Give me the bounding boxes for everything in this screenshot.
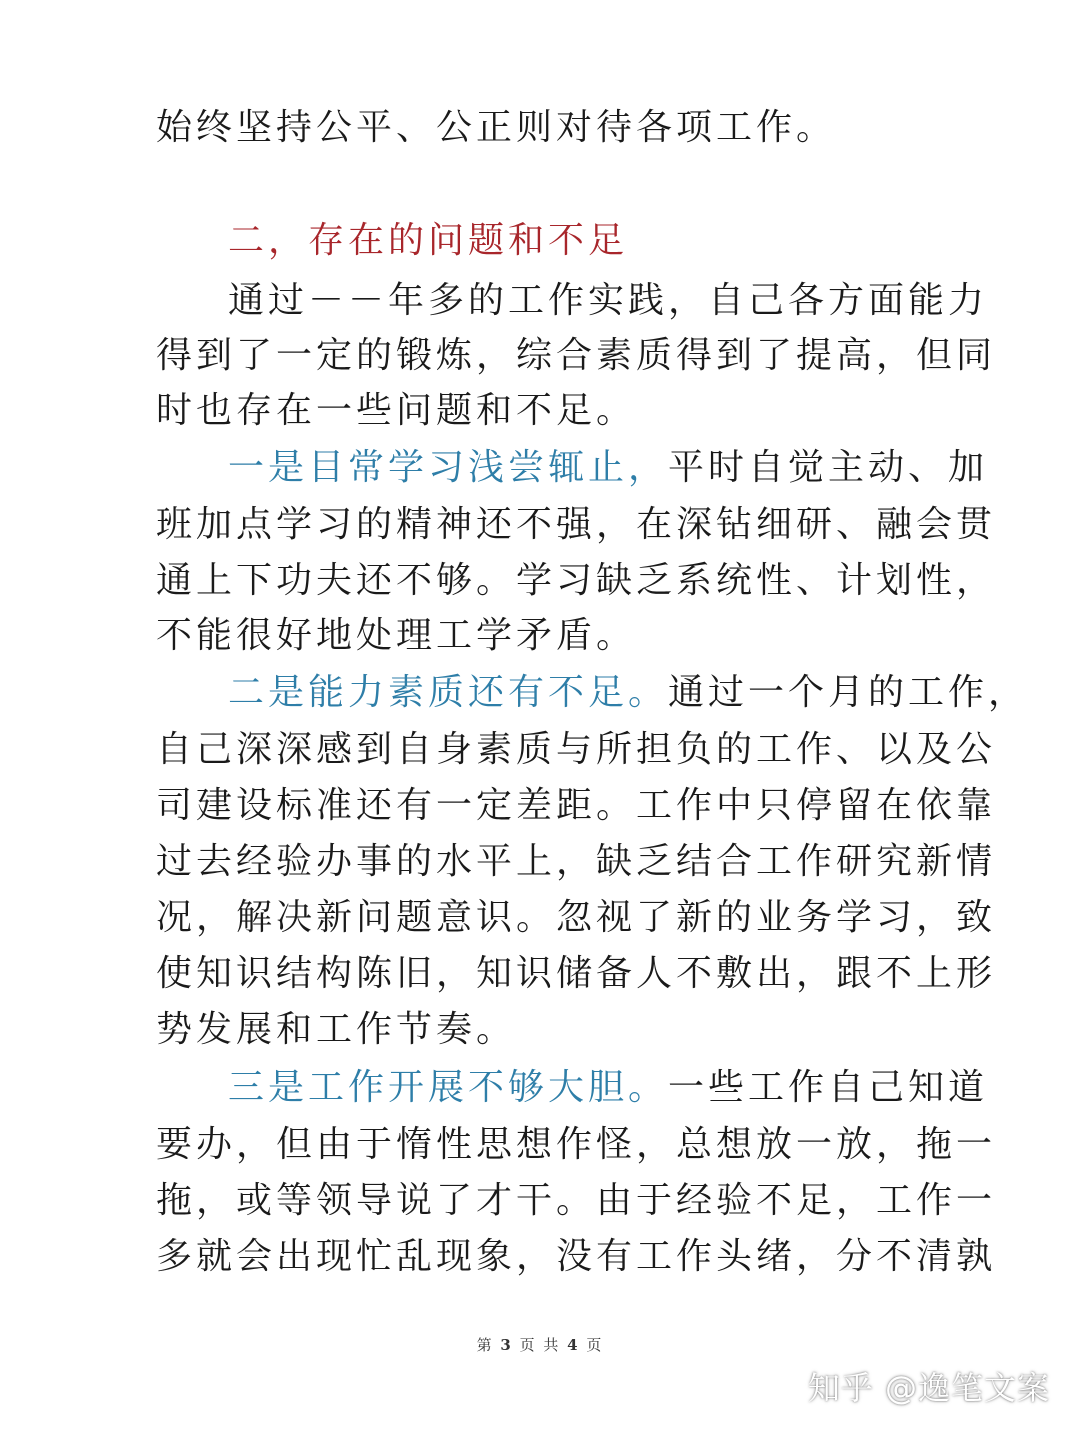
text-line: 司建设标准还有一定差距。工作中只停留在依靠 <box>156 785 997 826</box>
text-line: 势发展和工作节奏。 <box>156 1009 517 1050</box>
paragraph-first-line <box>228 1060 989 1116</box>
total-page-number: 4 <box>567 1336 580 1354</box>
page-footer <box>0 1335 1080 1355</box>
text-line: 通过－－年多的工作实践，自己各方面能力 <box>228 280 989 321</box>
text-line: 通上下功夫还不够。学习缺乏系统性、计划性， <box>156 560 997 601</box>
text-line: 得到了一定的锻炼，综合素质得到了提高，但同 <box>156 335 997 376</box>
text-line: 拖，或等领导说了才干。由于经验不足，工作一 <box>156 1180 997 1221</box>
text-span: 通过一个月的工作， <box>668 672 1029 713</box>
point-heading: 一是目常学习浅尝辄止， <box>228 447 669 488</box>
footer-suffix: 页 <box>586 1336 604 1354</box>
text-line: 要办，但由于惰性思想作怪，总想放一放，拖一 <box>156 1124 997 1165</box>
text-line: 始终坚持公平、公正则对待各项工作。 <box>156 107 837 148</box>
text-line: 自己深深感到自身素质与所担负的工作、以及公 <box>156 729 997 770</box>
text-line: 多就会出现忙乱现象，没有工作头绪，分不清孰 <box>156 1236 997 1277</box>
point-heading: 三是工作开展不够大胆。 <box>228 1067 669 1108</box>
text-line: 班加点学习的精神还不强，在深钻细研、融会贯 <box>156 504 997 545</box>
paragraph-first-line <box>228 665 1029 721</box>
footer-middle: 页 共 <box>519 1336 561 1354</box>
section-heading: 二，存在的问题和不足 <box>228 220 629 261</box>
text-line: 过去经验办事的水平上，缺乏结合工作研究新情 <box>156 841 997 882</box>
text-span: 一些工作自己知道 <box>668 1067 989 1108</box>
text-line: 使知识结构陈旧，知识储备人不敷出，跟不上形 <box>156 953 997 994</box>
footer-prefix: 第 <box>476 1336 494 1354</box>
text-line: 不能很好地处理工学矛盾。 <box>156 615 637 656</box>
text-span: 平时自觉主动、加 <box>668 447 989 488</box>
text-line: 时也存在一些问题和不足。 <box>156 390 637 431</box>
current-page-number: 3 <box>500 1336 513 1354</box>
point-heading: 二是能力素质还有不足。 <box>228 672 669 713</box>
text-line: 况，解决新问题意识。忽视了新的业务学习，致 <box>156 897 997 938</box>
paragraph-first-line <box>228 440 989 496</box>
watermark: 知乎 @逸笔文案 <box>807 1369 1050 1407</box>
